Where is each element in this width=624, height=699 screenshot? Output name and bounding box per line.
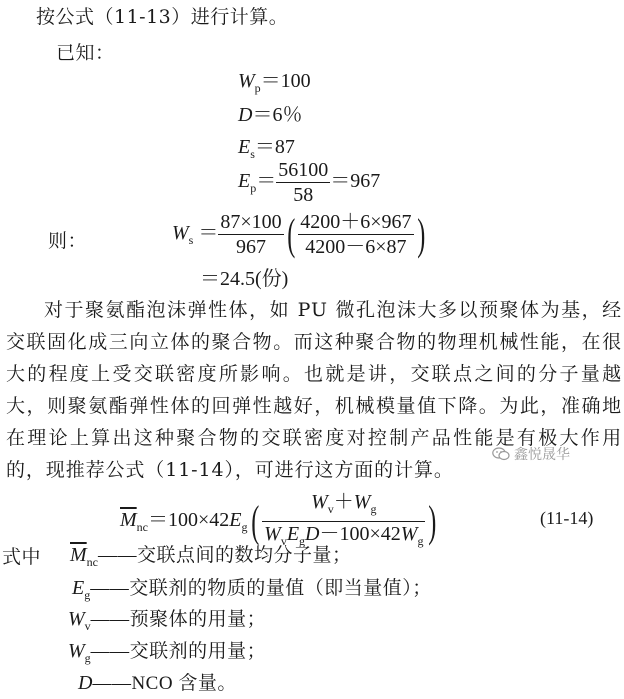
where-item-eg: $E_g——$交联剂的物质的量值（即当量值）； xyxy=(72,577,432,602)
ws-fraction-1: $\frac{87\times 100}{967}$ xyxy=(220,211,282,258)
intro-text: 按公式（11-13）进行计算。 xyxy=(36,6,289,28)
formula-11-14: $\overline{M}_{nc}=100\times 42E_g$( $\frac{W_v+W_g}{W_vE_gD-100\times 42W_g}$ ) xyxy=(120,490,440,553)
formula-right-paren: ) xyxy=(428,496,437,546)
right-paren: ) xyxy=(416,209,425,259)
formula-left-paren: ( xyxy=(250,496,259,546)
ep-fraction: $\frac{56100}{58}$ xyxy=(278,159,329,206)
known-wp: $W_p=100$ xyxy=(238,70,311,95)
then-label: 则： xyxy=(48,230,88,252)
left-paren: ( xyxy=(286,209,295,259)
where-item-mnc: $\overline{M}_{nc}——$交联点间的数均分子量； xyxy=(70,544,352,569)
known-ep: $E_p=$ $\frac{56100}{58}$ ＝967 xyxy=(238,159,381,206)
formula-fraction: $\frac{W_v+W_g}{W_vE_gD-100\times 42W_g}$ xyxy=(264,491,424,548)
wechat-icon xyxy=(492,447,510,461)
known-es: $E_s=87$ xyxy=(238,136,295,161)
ws-result: ＝24.5(份) xyxy=(200,268,289,290)
where-item-wg: $W_g——$交联剂的用量； xyxy=(68,640,267,665)
where-label: 式中 xyxy=(2,546,42,568)
where-item-wv: $W_v——$预聚体的用量； xyxy=(68,608,267,633)
ws-fraction-2: $\frac{4200+6\times 967}{4200-6\times 87}$ xyxy=(300,211,412,258)
known-label: 已知： xyxy=(56,42,115,64)
known-d: D＝6％ xyxy=(238,104,303,126)
body-paragraph: 对于聚氨酯泡沫弹性体，如 PU 微孔泡沫大多以预聚体为基，经交联固化成三向立体的聚合物。而这种聚合物的物理机械性能，在很大的程度上受交联密度所影响。也就是讲，交联点之间的分子量越大，则聚氨酯弹性体的回弹性越好，机械模量值下降。为此，准确地在理论上算出这种聚合物的交联密度对控制产品性能是有极大作用的，现推荐公式（11-14），可进行这方面的计算。 xyxy=(6,299,622,481)
watermark: 鑫悦晟华 xyxy=(492,444,570,464)
formula-number: (11-14) xyxy=(540,508,594,528)
where-item-d: D——NCO 含量。 xyxy=(78,672,237,694)
ws-formula: $W_s$ ＝ $\frac{87\times 100}{967}$ ( $\frac{4200+6\times 967}{4200-6\times 87}$ ) xyxy=(172,209,425,259)
